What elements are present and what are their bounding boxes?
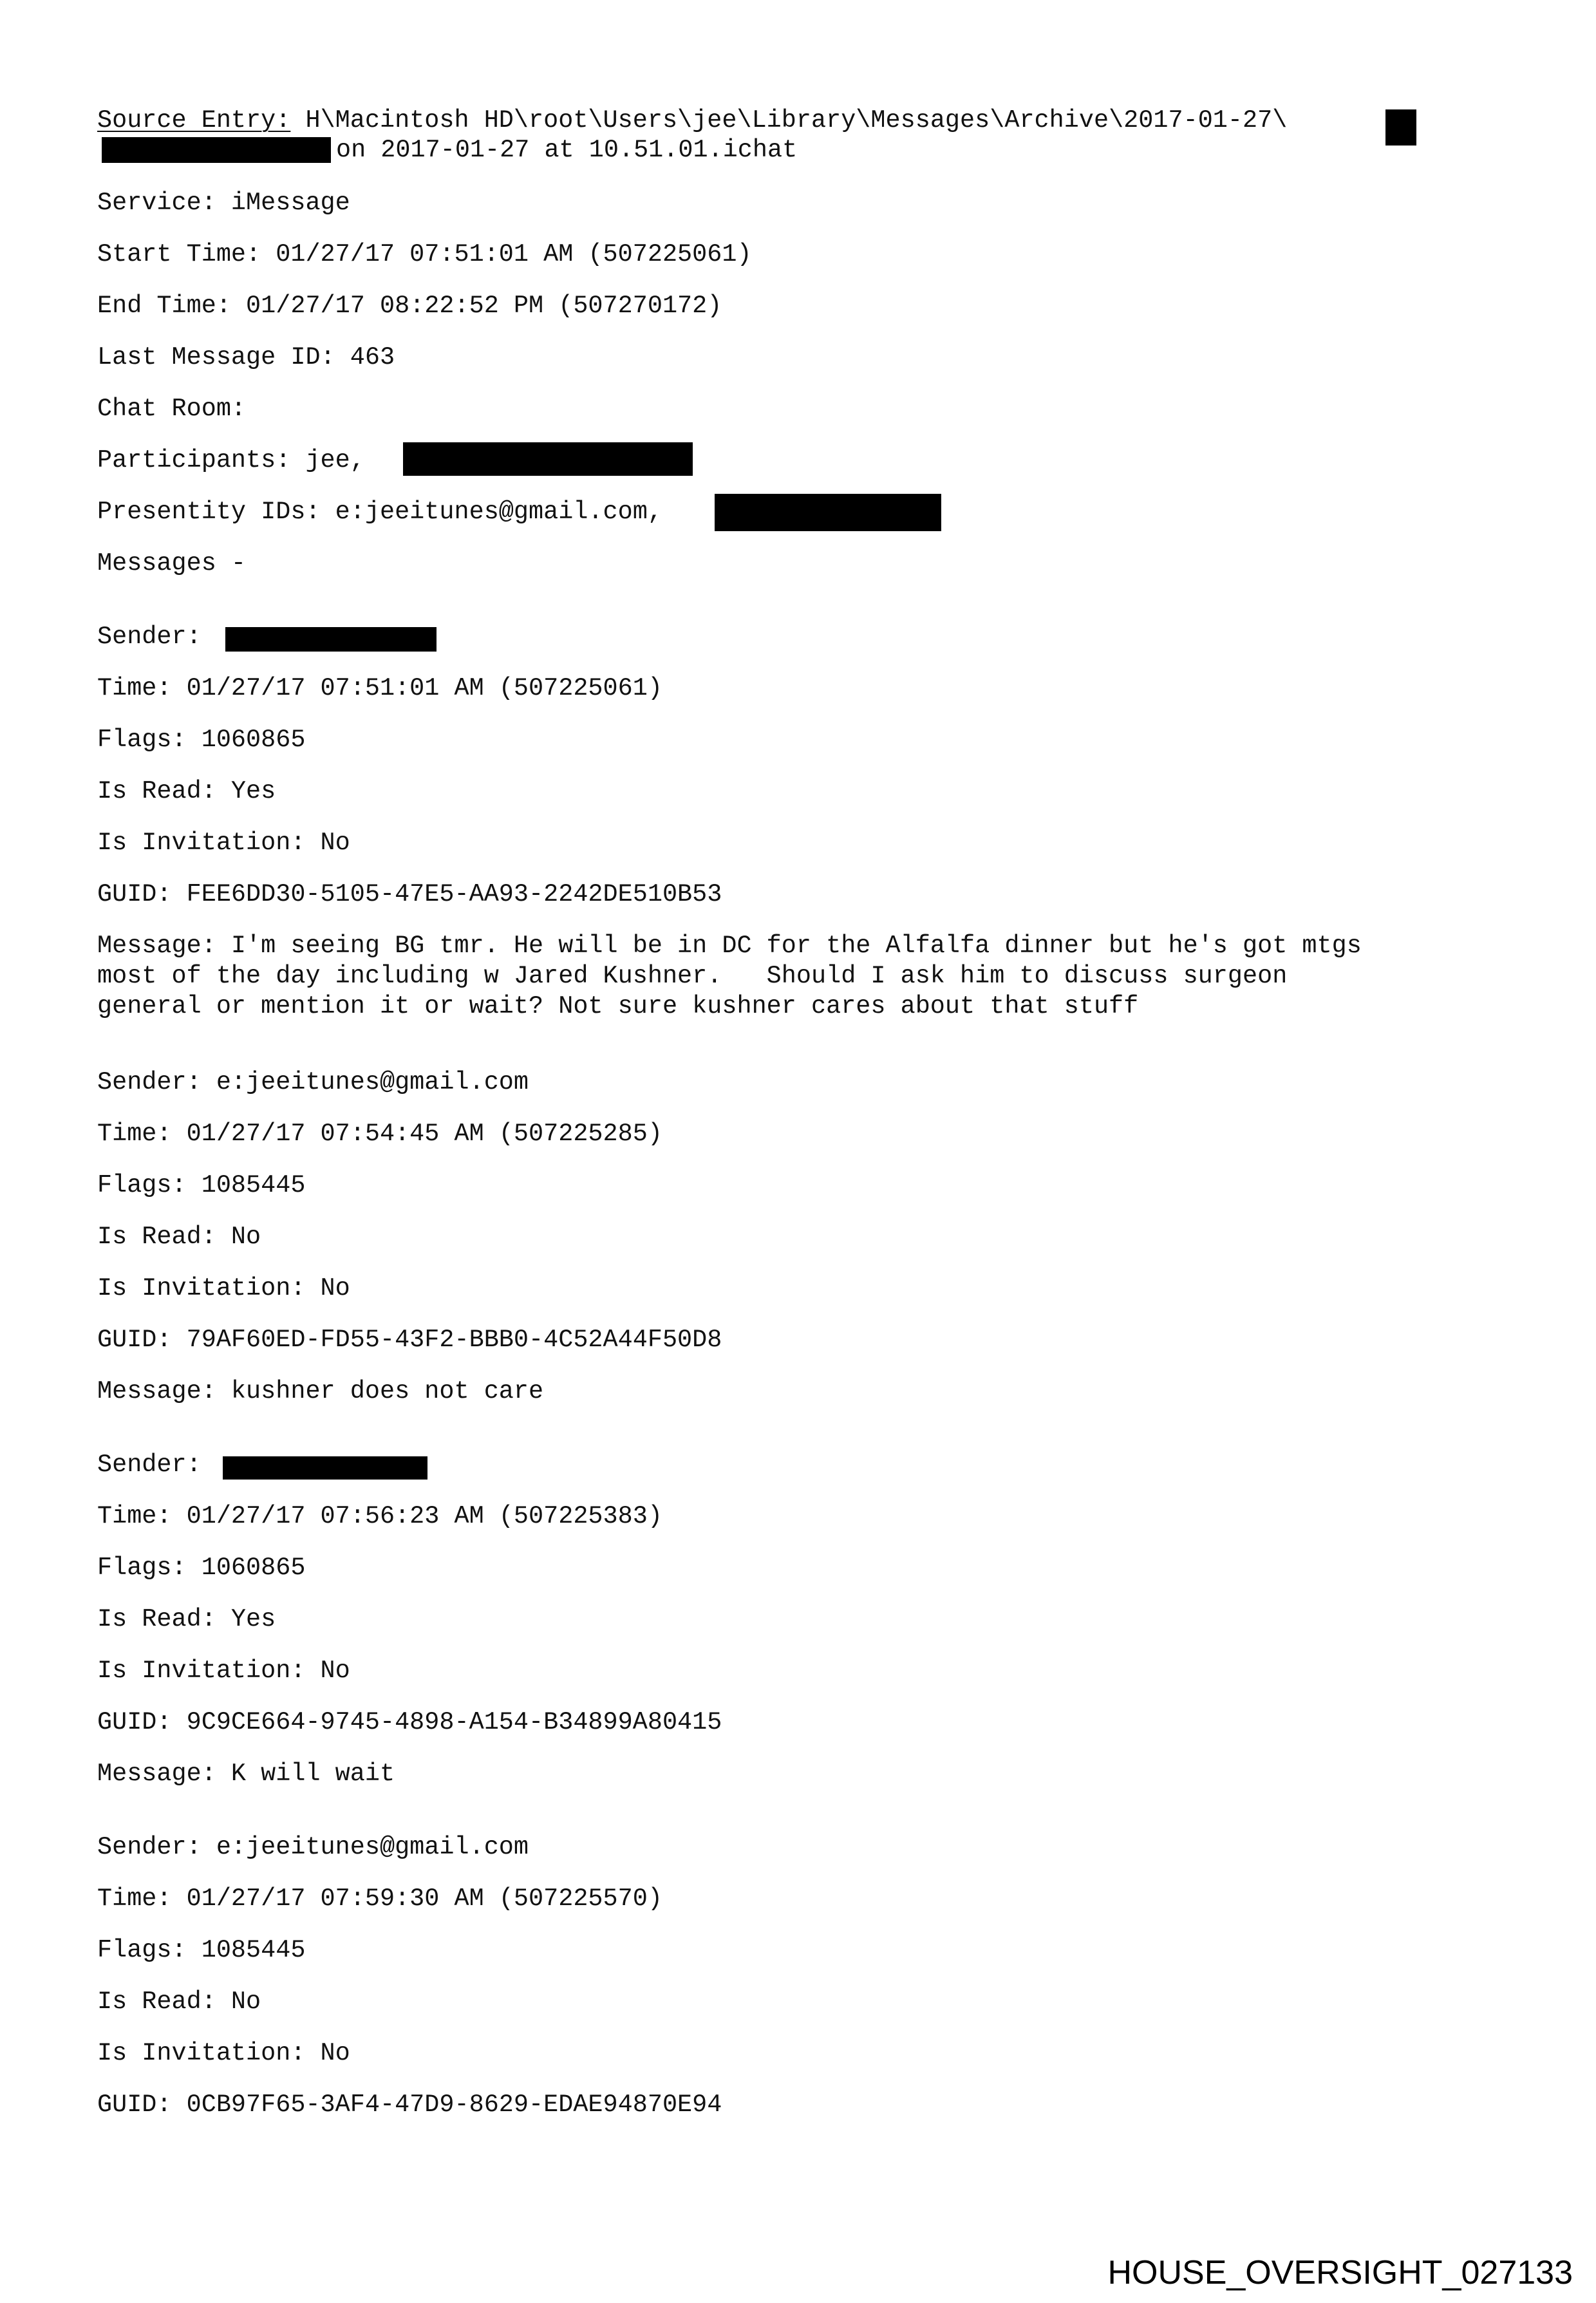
flags-line: Flags: 1060865 <box>97 1554 306 1582</box>
message-text-line: Message: kushner does not care <box>97 1377 544 1405</box>
last-message-id-line: Last Message ID: 463 <box>97 343 395 371</box>
messages-label: Messages - <box>97 549 247 578</box>
is-read-line: Is Read: Yes <box>97 1605 276 1633</box>
is-invitation-line: Is Invitation: No <box>97 829 350 857</box>
participants-line: Participants: jee, <box>97 446 380 475</box>
time-line: Time: 01/27/17 07:54:45 AM (507225285) <box>97 1120 662 1148</box>
guid-line: GUID: FEE6DD30-5105-47E5-AA93-2242DE510B53 <box>97 880 722 908</box>
guid-line: GUID: 0CB97F65-3AF4-47D9-8629-EDAE94870E94 <box>97 2091 722 2119</box>
flags-line: Flags: 1085445 <box>97 1936 306 1964</box>
is-invitation-line: Is Invitation: No <box>97 1274 350 1302</box>
is-read-line: Is Read: Yes <box>97 777 276 805</box>
source-entry-path: H\Macintosh HD\root\Users\jee\Library\Messages\Archive\2017-01-27\ <box>290 106 1288 135</box>
bates-number: HOUSE_OVERSIGHT_027133 <box>1107 2254 1573 2291</box>
redaction-box <box>102 137 331 163</box>
start-time-line: Start Time: 01/27/17 07:51:01 AM (507225061) <box>97 240 752 268</box>
flags-line: Flags: 1060865 <box>97 726 306 754</box>
source-entry-line <box>97 106 1287 136</box>
sender-line: Sender: e:jeeitunes@gmail.com <box>97 1068 529 1096</box>
is-invitation-line: Is Invitation: No <box>97 1657 350 1685</box>
is-invitation-line: Is Invitation: No <box>97 2039 350 2067</box>
redaction-box <box>223 1456 427 1480</box>
flags-line: Flags: 1085445 <box>97 1171 306 1199</box>
chat-room-line: Chat Room: <box>97 395 247 423</box>
time-line: Time: 01/27/17 07:51:01 AM (507225061) <box>97 674 662 702</box>
time-line: Time: 01/27/17 07:59:30 AM (507225570) <box>97 1885 662 1913</box>
message-text-line: most of the day including w Jared Kushner. Should I ask him to discuss surgeon <box>97 962 1288 990</box>
guid-line: GUID: 79AF60ED-FD55-43F2-BBB0-4C52A44F50D8 <box>97 1326 722 1354</box>
redaction-box <box>715 494 941 531</box>
message-text-line: general or mention it or wait? Not sure kushner cares about that stuff <box>97 992 1139 1020</box>
presentity-ids-line: Presentity IDs: e:jeeitunes@gmail.com, <box>97 498 662 526</box>
message-text-line: Message: I'm seeing BG tmr. He will be in DC for the Alfalfa dinner but he's got mtgs <box>97 932 1362 960</box>
time-line: Time: 01/27/17 07:56:23 AM (507225383) <box>97 1502 662 1530</box>
sender-line: Sender: <box>97 623 216 651</box>
message-text-line: Message: K will wait <box>97 1760 395 1788</box>
source-entry-label: Source Entry: <box>97 106 291 135</box>
redaction-box <box>225 627 437 652</box>
is-read-line: Is Read: No <box>97 1988 261 2016</box>
guid-line: GUID: 9C9CE664-9745-4898-A154-B34899A80415 <box>97 1708 722 1736</box>
end-time-line: End Time: 01/27/17 08:22:52 PM (507270172) <box>97 292 722 320</box>
redaction-box <box>1385 109 1416 146</box>
sender-line: Sender: e:jeeitunes@gmail.com <box>97 1833 529 1861</box>
is-read-line: Is Read: No <box>97 1223 261 1251</box>
source-entry-tail: on 2017-01-27 at 10.51.01.ichat <box>336 136 798 164</box>
sender-line: Sender: <box>97 1451 216 1479</box>
service-line: Service: iMessage <box>97 189 350 217</box>
redaction-box <box>403 442 693 476</box>
